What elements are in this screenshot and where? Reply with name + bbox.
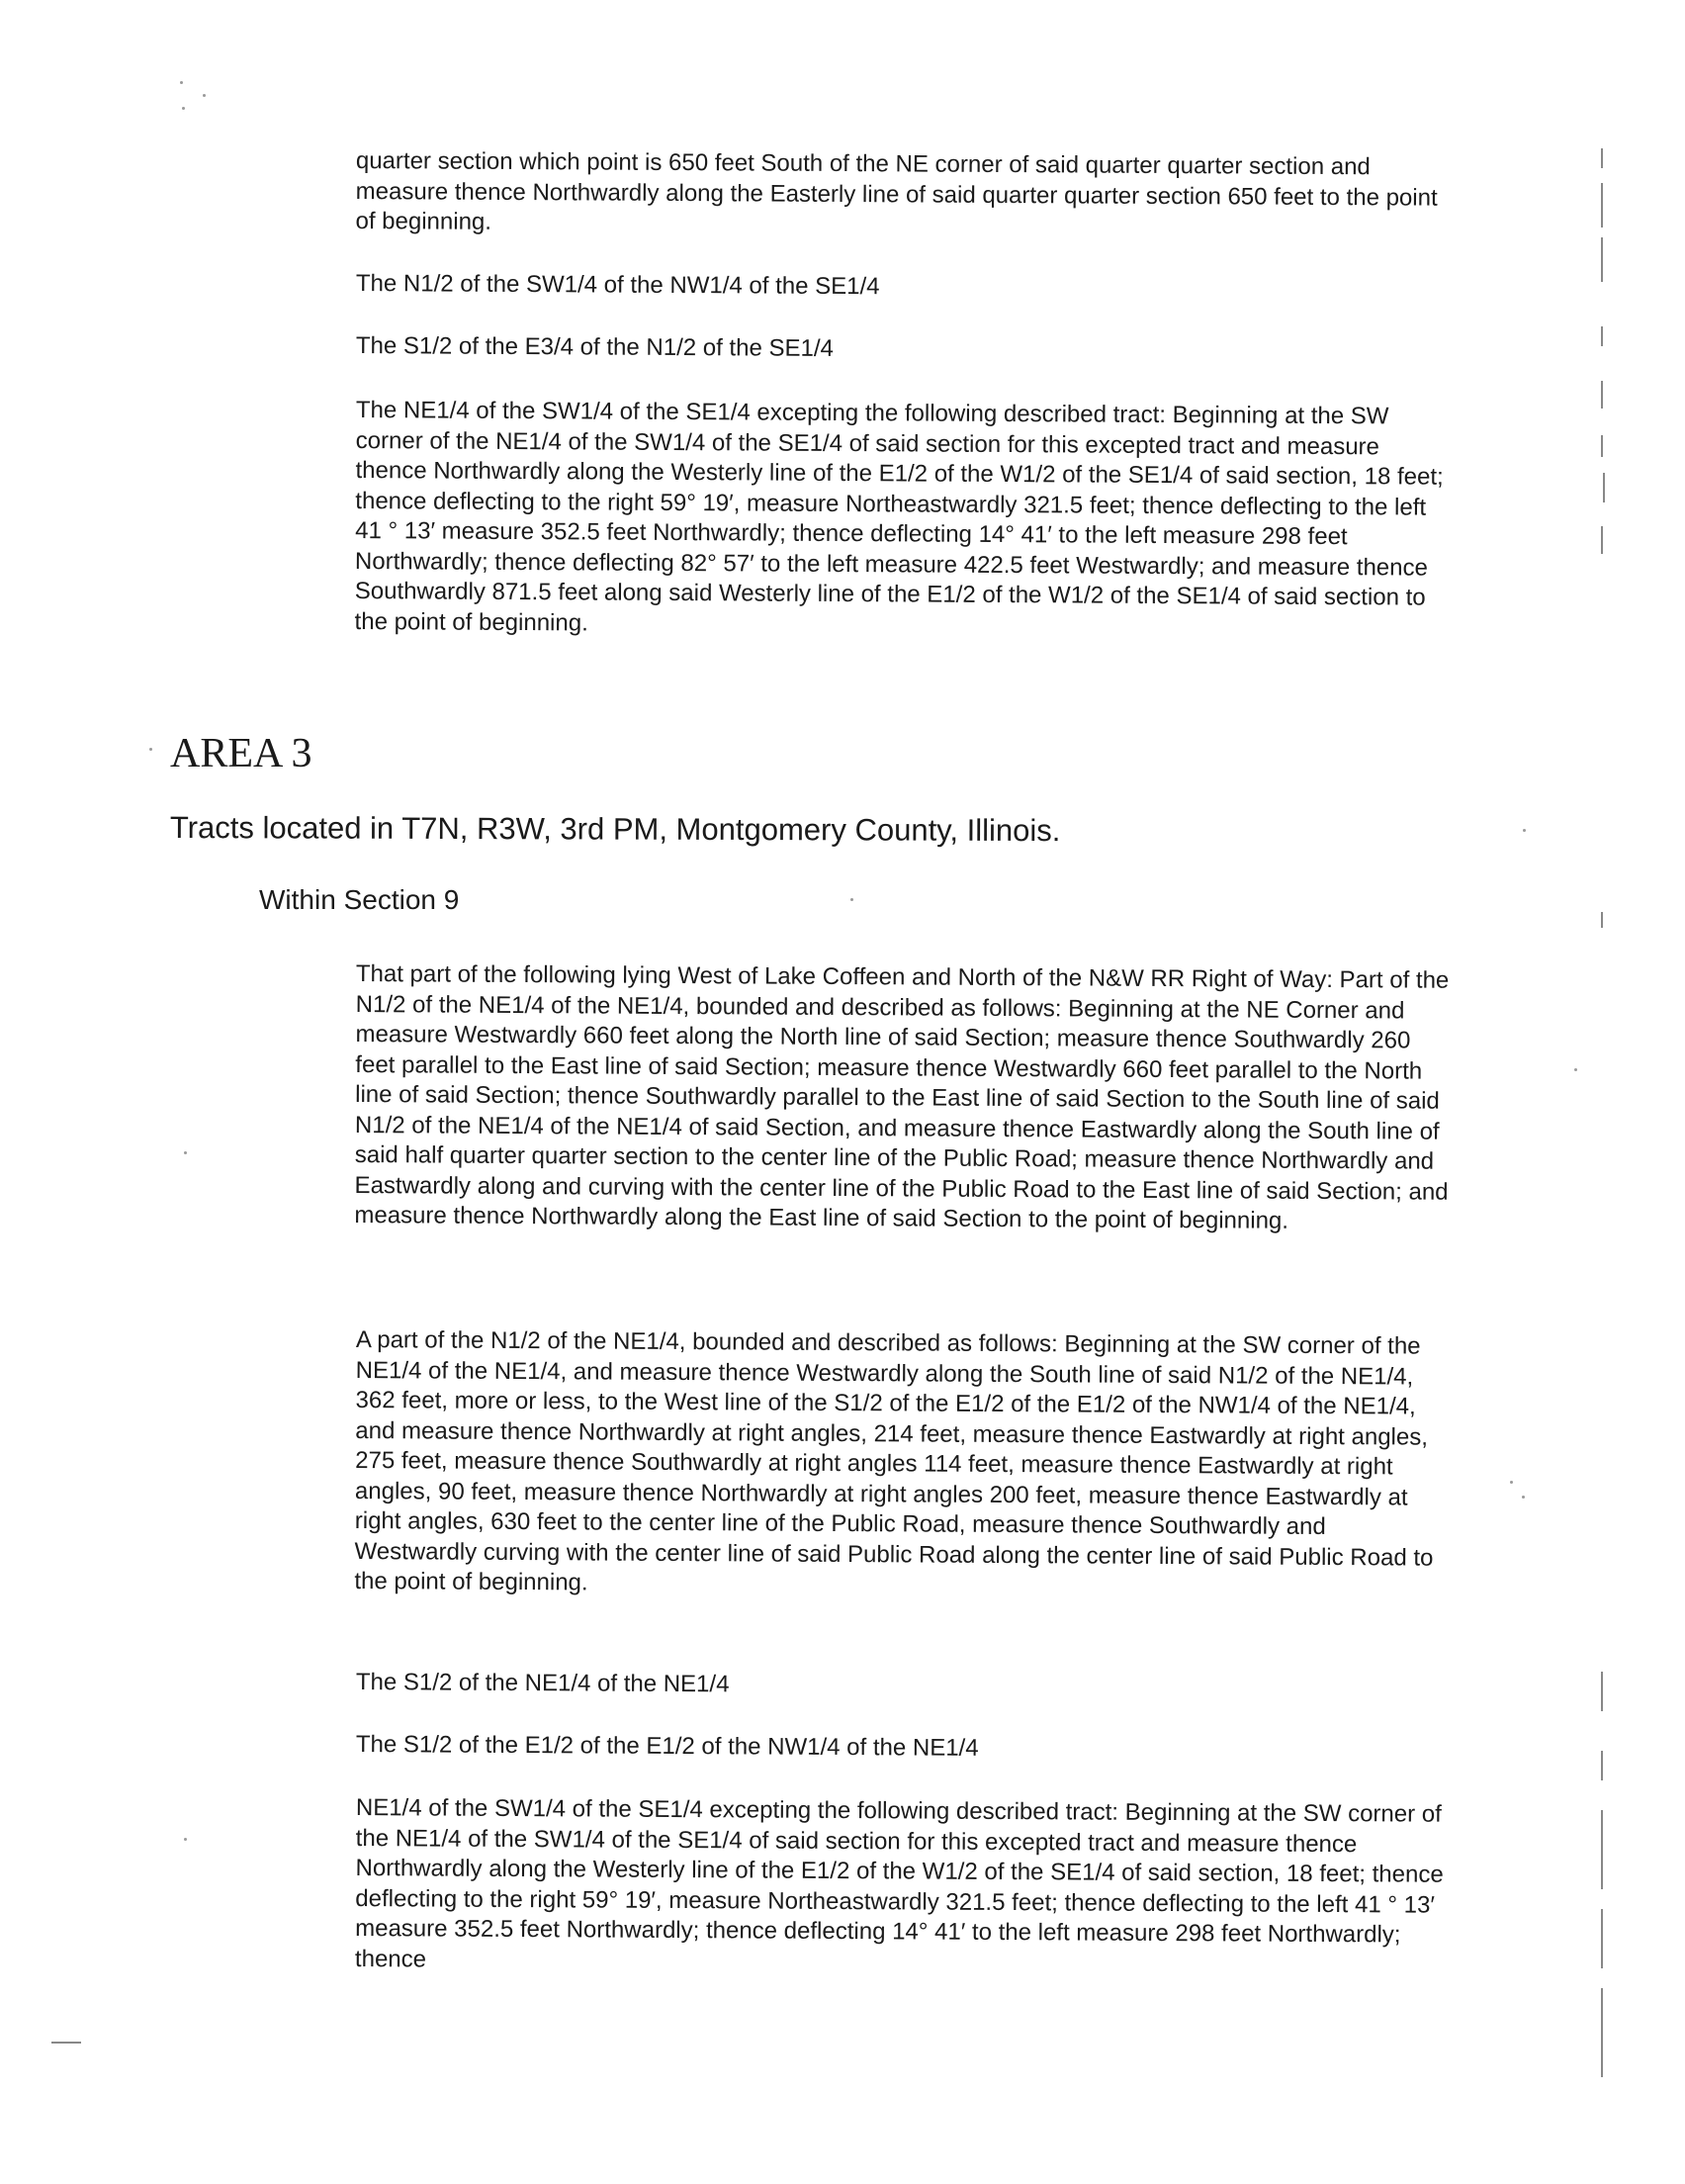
area-subheading: Tracts located in T7N, R3W, 3rd PM, Montgomery County, Illinois. bbox=[169, 810, 1061, 849]
scan-speck bbox=[1510, 1481, 1513, 1484]
scan-margin-line bbox=[1601, 526, 1603, 554]
scan-speck bbox=[1523, 829, 1526, 832]
paragraph-lake-coffeen-tract: That part of the following lying West of Lake Coffeen and North of the N&W RR Right of Way: Part of the N1/2 of the NE1/4 of the NE1/4, bounded and described as follows: Beginning at the NE Corner and measure Westwardly 660 feet along the North line of said Section; measure thence Southwardly 260 feet parallel to the East line of said Section; measure thence Westwardly 660 feet parallel to the North line of said Section; thence Southwardly parallel to the East line of said Section to the South line of said N1/2 of the NE1/4 of the NE1/4 of said Section, and measure thence Eastwardly along the South line of said half quarter quarter section to the center line of the Public Road; measure thence Northwardly and Eastwardly along and curving with the center line of the Public Road to the East line of said Section; and measure thence Northwardly along the East line of said Section to the point of beginning. bbox=[354, 960, 1450, 1234]
scan-margin-line bbox=[1601, 435, 1603, 457]
scan-dash bbox=[51, 2042, 81, 2044]
scan-margin-line bbox=[1601, 237, 1603, 282]
paragraph-n12-ne14-tract: A part of the N1/2 of the NE1/4, bounded and described as follows: Beginning at the SW corner of the NE1/4 of the NE1/4, and measure thence Westwardly along the South line of said N1/2 of the NE1/4, 362 feet, more or less, to the West line of the S1/2 of the E1/2 of the E1/2 of the NW1/4 of the NE1/4, and measure thence Northwardly at right angles, 214 feet, measure thence Eastwardly at right angles, 275 feet, measure thence Southwardly at right angles 114 feet, measure thence Eastwardly at right angles, 90 feet, measure thence Northwardly at right angles 200 feet, measure thence Eastwardly at right angles, 630 feet to the center line of the Public Road, measure thence Southwardly and Westwardly curving with the center line of said Public Road along the center line of said Public Road to the point of beginning. bbox=[354, 1326, 1434, 1596]
scan-speck bbox=[180, 81, 183, 84]
scan-speck bbox=[203, 94, 206, 97]
scan-margin-line bbox=[1601, 183, 1603, 228]
section-title: Within Section 9 bbox=[259, 884, 460, 915]
scan-speck bbox=[184, 1151, 187, 1154]
scan-margin-line bbox=[1601, 1909, 1603, 1968]
scan-margin-line bbox=[1601, 1810, 1603, 1889]
scan-speck bbox=[1574, 1068, 1577, 1071]
paragraph-tract-s12-ne14-ne14: The S1/2 of the NE1/4 of the NE1/4 bbox=[355, 1669, 730, 1698]
scan-margin-line bbox=[1601, 1988, 1603, 2077]
scan-speck bbox=[184, 1838, 187, 1841]
paragraph-tract-ne14-sw14-se14-excepting: NE1/4 of the SW1/4 of the SE1/4 excepting the following described tract: Beginning at the SW corner of the NE1/4 of the SW1/4 of the SE1/4 of said section for this excepted tract and measure thence Northwardly along the Westerly line of the E1/2 of the W1/2 of the SE1/4 of said section, 18 feet; thence deflecting to the right 59° 19′, measure Northeastwardly 321.5 feet; thence deflecting to the left 41 ° 13′ measure 352.5 feet Northwardly; thence deflecting 14° 41′ to the left measure 298 feet Northwardly; thence bbox=[354, 1794, 1444, 1972]
scan-margin-line bbox=[1601, 912, 1603, 928]
scan-margin-line bbox=[1601, 381, 1603, 409]
scan-speck bbox=[1522, 1496, 1525, 1499]
scan-margin-line bbox=[1601, 1751, 1603, 1780]
scan-margin-line bbox=[1603, 473, 1605, 502]
scan-margin-line bbox=[1601, 148, 1603, 168]
area-heading: AREA 3 bbox=[170, 731, 312, 776]
paragraph-tract-ne14-sw14-se14: The NE1/4 of the SW1/4 of the SE1/4 excepting the following described tract: Beginning at the SW corner of the NE1/4 of the SW1/4 of the SE1/4 of said section for this excepted tract and measure thence Northwardly along the Westerly line of the E1/2 of the W1/2 of the SE1/4 of said section, 18 feet; thence deflecting to the right 59° 19′, measure Northeastwardly 321.5 feet; thence deflecting to the left 41 ° 13′ measure 352.5 feet Northwardly; thence deflecting 14° 41′ to the left measure 298 feet Northwardly; thence deflecting 82° 57′ to the left measure 422.5 feet Westwardly; and measure thence Southwardly 871.5 feet along said Westerly line of the E1/2 of the W1/2 of the SE1/4 of said section to the point of beginning. bbox=[354, 396, 1444, 636]
paragraph-continuation: quarter section which point is 650 feet South of the NE corner of said quarter quarter section and measure thence Northwardly along the Easterly line of said quarter quarter section 650 feet to the point of beginning. bbox=[355, 146, 1438, 235]
scan-speck bbox=[149, 748, 152, 751]
paragraph-tract-s12-e12-e12-nw14-ne14: The S1/2 of the E1/2 of the E1/2 of the NW1/4 of the NE1/4 bbox=[355, 1731, 979, 1762]
scan-speck bbox=[182, 107, 185, 110]
paragraph-tract-s12-e34-n12-se14: The S1/2 of the E3/4 of the N1/2 of the SE1/4 bbox=[355, 331, 834, 362]
scan-margin-line bbox=[1601, 326, 1603, 346]
scan-margin-line bbox=[1601, 1672, 1603, 1711]
scan-speck bbox=[850, 898, 853, 901]
paragraph-tract-n12-sw14-nw14-se14: The N1/2 of the SW1/4 of the NW1/4 of the SE1/4 bbox=[355, 269, 880, 301]
